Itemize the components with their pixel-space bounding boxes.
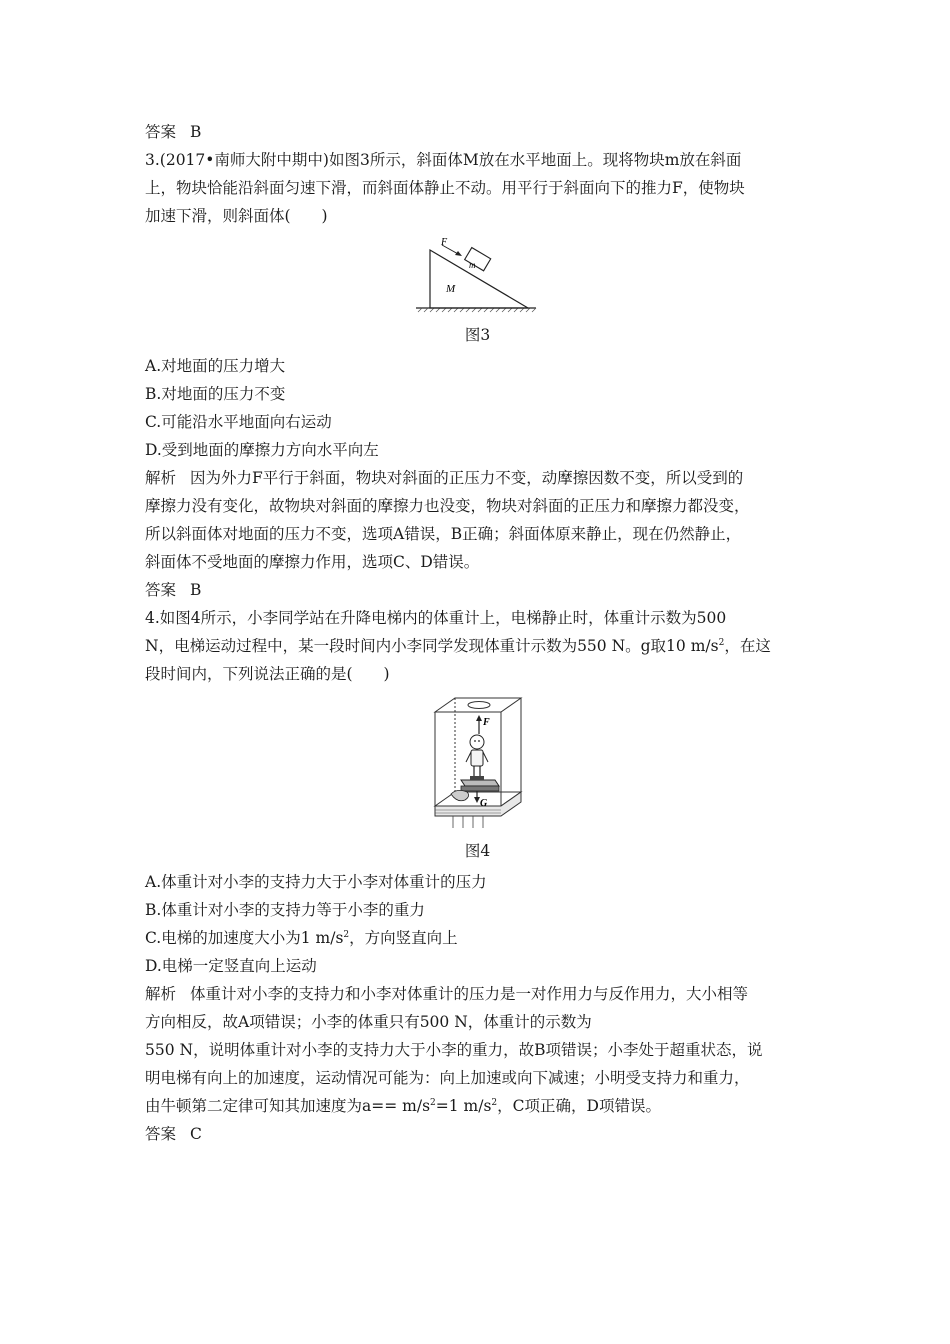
q4-stem-text: N，电梯运动过程中，某一段时间内小李同学发现体重计示数为550 N。g取10 m/s [145, 637, 719, 655]
analysis-text: 因为外力F平行于斜面，物块对斜面的正压力不变，动摩擦因数不变，所以受到的 [190, 469, 744, 487]
q4-option-b: B.体重计对小李的支持力等于小李的重力 [145, 901, 425, 919]
analysis-text: ，C项正确，D项错误。 [497, 1097, 661, 1115]
q3-stem-line-1: 3.(2017•南师大附中期中)如图3所示，斜面体M放在水平地面上。现将物块m放在斜面 [145, 151, 742, 169]
person-body [471, 750, 483, 766]
q3-option-c: C.可能沿水平地面向右运动 [145, 413, 332, 431]
q4-option-c [145, 924, 810, 952]
analysis-text: 由牛顿第二定律可知其加速度为a== m/s [145, 1097, 431, 1115]
analysis-text: =1 m/s [435, 1097, 492, 1115]
q4-analysis-line-3: 550 N，说明体重计对小李的支持力大于小李的重力，故B项错误；小李处于超重状态，说 [145, 1041, 763, 1059]
incline-diagram [408, 236, 548, 318]
q3-stem-line-3: 加速下滑，则斜面体( ) [145, 207, 328, 225]
option-text: ，方向竖直向上 [349, 929, 458, 947]
q3-analysis-line-4: 斜面体不受地面的摩擦力作用，选项C、D错误。 [145, 553, 480, 571]
q4-analysis-line-5 [145, 1092, 810, 1120]
q4-stem-line-1: 4.如图4所示，小李同学站在升降电梯内的体重计上，电梯静止时，体重计示数为500 [145, 609, 727, 627]
bathroom-scale [461, 780, 499, 786]
q3-analysis-line-2: 摩擦力没有变化，故物块对斜面的摩擦力也没变，物块对斜面的正压力和摩擦力都没变， [145, 497, 750, 515]
document-page [145, 118, 810, 1148]
q3-option-b: B.对地面的压力不变 [145, 385, 286, 403]
figure-4-caption: 图4 [464, 842, 491, 860]
label-M: M [445, 283, 455, 295]
analysis-label: 解析 [145, 985, 177, 1003]
option-text: C.电梯的加速度大小为1 m/s [145, 929, 344, 947]
answer-label: 答案 [145, 123, 177, 141]
q4-analysis-line-4: 明电梯有向上的加速度，运动情况可能为：向上加速或向下减速；小明受支持力和重力， [145, 1069, 750, 1087]
figure-3-caption: 图3 [464, 326, 491, 344]
q4-stem-line-2 [145, 632, 810, 660]
q4-analysis-line-2: 方向相反，故A项错误；小李的体重只有500 N，体重计的示数为 [145, 1013, 592, 1031]
label-m: m [468, 260, 475, 270]
label-F: F [440, 237, 447, 248]
superscript: 2 [343, 929, 350, 940]
q4-stem-line-3: 段时间内，下列说法正确的是( ) [145, 665, 390, 683]
q4-answer [145, 1120, 810, 1148]
q4-option-d: D.电梯一定竖直向上运动 [145, 957, 317, 975]
answer-label: 答案 [145, 581, 177, 599]
q3-answer [145, 576, 810, 604]
figure-4 [145, 694, 810, 838]
label-G: G [479, 798, 487, 809]
figure-3 [145, 236, 810, 322]
superscript: 2 [718, 637, 725, 648]
answer-value: C [190, 1125, 202, 1143]
elevator-diagram [423, 694, 533, 834]
q2-answer [145, 118, 810, 146]
q3-option-d: D.受到地面的摩擦力方向水平向左 [145, 441, 379, 459]
q4-option-a: A.体重计对小李的支持力大于小李对体重计的压力 [145, 873, 487, 891]
answer-value: B [190, 581, 202, 599]
label-F: F [482, 717, 490, 728]
superscript: 2 [491, 1097, 498, 1108]
q3-analysis-line-3: 所以斜面体对地面的压力不变，选项A错误，B正确；斜面体原来静止，现在仍然静止， [145, 525, 742, 543]
answer-value: B [190, 123, 202, 141]
answer-label: 答案 [145, 1125, 177, 1143]
q4-analysis-line-1 [145, 980, 810, 1008]
q3-option-a: A.对地面的压力增大 [145, 357, 286, 375]
superscript: 2 [430, 1097, 436, 1108]
analysis-text: 体重计对小李的支持力和小李对体重计的压力是一对作用力与反作用力，大小相等 [190, 985, 749, 1003]
q4-stem-text: ，在这 [724, 637, 771, 655]
q3-analysis-line-1 [145, 464, 810, 492]
person-head [470, 735, 484, 749]
analysis-label: 解析 [145, 469, 177, 487]
q3-stem-line-2: 上，物块恰能沿斜面匀速下滑，而斜面体静止不动。用平行于斜面向下的推力F，使物块 [145, 179, 745, 197]
